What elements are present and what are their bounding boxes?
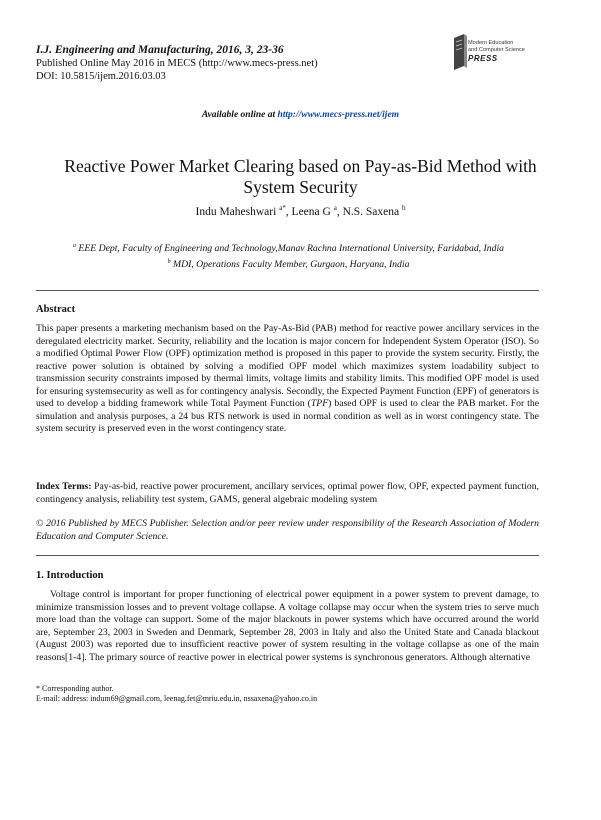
affiliation-b-text: MDI, Operations Faculty Member, Gurgaon, Haryana, India (170, 258, 410, 270)
index-terms-text: Pay-as-bid, reactive power procurement, ancillary services, optimal power flow, OPF, expected payment function, contingency analysis, reliability test system, GAMS, general algebraic modeling system (36, 481, 539, 505)
abstract-text-2: ) based OPF is used to clear the PAB market. For the simulation and analysis purposes, a 24 bus RTS network is used in normal condition as well as in worst contingency state. The system security is preserved even in the worst contingency state. (36, 398, 540, 434)
author-2-sup: a (333, 204, 337, 212)
author-list (0, 204, 601, 218)
affiliation-a-sup: a (73, 243, 76, 249)
mecs-press-logo (452, 28, 552, 84)
index-terms-label: Index Terms: (36, 481, 92, 492)
affiliations (36, 240, 541, 271)
affiliation-b (36, 256, 541, 272)
author-2: , Leena G (285, 205, 334, 218)
logo-line-1: Modern Education (468, 40, 514, 46)
logo-line-2: and Computer Science (468, 46, 525, 53)
introduction-text: Voltage control is important for proper functioning of electrical power equipment in a power system to prevent damage, to minimize transmission losses and to prevent voltage collapse. A voltage collapse may occur when the system tries to serve much more load than the voltage can support. Some of the major blackouts in power systems which have occurred around the world are, September 23, 2003 in Sweden and Denmark, September 28, 2003 in Italy and also the United State and Canada blackout (August 2003) was reported due to insufficient reactive power of system resulting in the voltage collapse as one of the main reasons[1-4]. The primary source of reactive power in electrical power systems is synchronous generators. Although alternative (36, 589, 539, 663)
divider (36, 555, 539, 556)
publication-info: Published Online May 2016 in MECS (http://www.mecs-press.net) (36, 58, 318, 69)
logo-press: PRESS (468, 54, 498, 63)
author-3: , N.S. Saxena (336, 205, 402, 218)
affiliation-b-sup: b (167, 258, 171, 265)
doi: DOI: 10.5815/ijem.2016.03.03 (36, 71, 166, 82)
journal-citation: I.J. Engineering and Manufacturing, 2016, 3, 23-36 (36, 44, 284, 56)
author-1: Indu Maheshwari (195, 205, 280, 218)
abstract-text (36, 323, 539, 436)
index-terms (36, 481, 539, 506)
section-heading-introduction: 1. Introduction (36, 570, 104, 581)
available-label: Available online at (201, 110, 278, 120)
abstract-tpf: TPF (310, 398, 329, 409)
affiliation-a-text: EEE Dept, Faculty of Engineering and Technology,Manav Rachna International University, Faridabad, India (76, 243, 504, 255)
affiliation-a (36, 240, 541, 256)
abstract-heading: Abstract (36, 304, 76, 315)
available-online (0, 110, 601, 120)
abstract-text-1: This paper presents a marketing mechanism based on the Pay-As-Bid (PAB) method for reactive power ancillary services in the deregulated electricity market. Security, reliability and the location is major concern for Independent System Operator (ISO). So a modified Optimal Power Flow (OPF) optimization method is proposed in this paper to provide the system security. Firstly, the reactive power solution is obtained by solving a modified OPF model which maximizes system loadability subject to transmission security constraints imposed by thermal limits, voltage limits and stability limits. This modified OPF model is used for ensuring systemsecurity as well as for contingency analysis. Secondly, the Expected Payment Function (EPF) of generators is used to develop a bidding framework while Total Payment Function ( (36, 323, 539, 409)
footnote-corresponding: * Corresponding author. (36, 684, 114, 693)
paper-title: Reactive Power Market Clearing based on Pay-as-Bid Method with System Security (64, 156, 537, 197)
divider (36, 290, 539, 291)
copyright-notice: © 2016 Published by MECS Publisher. Selection and/or peer review under responsibility of the Research Association of Modern Education and Computer Science. (36, 518, 539, 542)
book-icon (452, 32, 468, 72)
footnote-email: E-mail: address: indum69@gmail.com, leenag.fet@mriu.edu.in, nssaxena@yahoo.co.in (36, 694, 318, 703)
journal-link[interactable]: http://www.mecs-press.net/ijem (277, 110, 400, 120)
author-3-sup: b (401, 204, 406, 212)
author-1-sup: a* (279, 204, 286, 212)
